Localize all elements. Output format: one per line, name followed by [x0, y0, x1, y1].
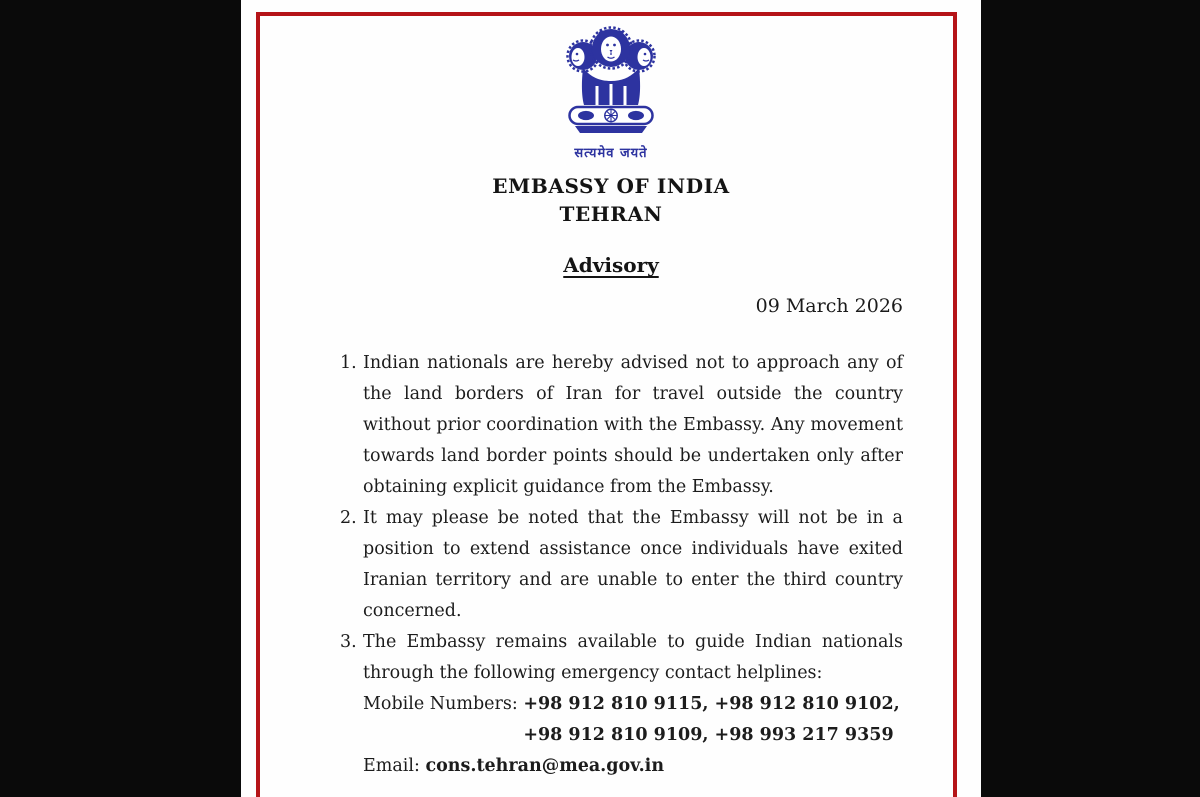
document-content	[241, 0, 981, 782]
emblem-of-india-icon	[565, 24, 657, 138]
advisory-item-1	[340, 348, 903, 503]
contact-block	[363, 689, 903, 782]
document-title-text: Advisory	[563, 253, 659, 277]
emblem-motto: सत्यमेव जयते	[574, 146, 648, 161]
item-number: 1.	[340, 353, 357, 373]
mobile-numbers-line-1: +98 912 810 9115, +98 912 810 9102,	[523, 694, 900, 714]
city-title: TEHRAN	[559, 202, 663, 226]
organization-title: EMBASSY OF INDIA	[492, 174, 730, 198]
email-row	[363, 751, 903, 782]
document-title	[241, 253, 981, 277]
document-paper	[241, 0, 981, 797]
emblem-block	[241, 0, 981, 161]
item-text: The Embassy remains available to guide Indian nationals through the following emergency contact helplines:	[363, 632, 903, 683]
advisory-item-2	[340, 503, 903, 627]
item-number: 2.	[340, 508, 357, 528]
mobile-numbers-label: Mobile Numbers:	[363, 694, 524, 714]
mobile-numbers-row	[363, 689, 903, 751]
advisory-item-3	[340, 627, 903, 782]
advisory-list	[241, 348, 981, 782]
item-number: 3.	[340, 632, 357, 652]
mobile-numbers-values	[523, 689, 899, 751]
document-date: 09 March 2026	[755, 295, 903, 317]
email-label: Email:	[363, 756, 426, 776]
item-text: It may please be noted that the Embassy will not be in a position to extend assistance once individuals have exited Iranian territory and are unable to enter the third country concerned.	[363, 508, 903, 621]
email-address: cons.tehran@mea.gov.in	[425, 756, 665, 776]
item-text: Indian nationals are hereby advised not to approach any of the land borders of Iran for travel outside the country without prior coordination with the Embassy. Any movement towards land border points should be undertaken only after obtaining explicit guidance from the Embassy.	[363, 353, 903, 497]
mobile-numbers-line-2: +98 912 810 9109, +98 993 217 9359	[523, 725, 894, 745]
